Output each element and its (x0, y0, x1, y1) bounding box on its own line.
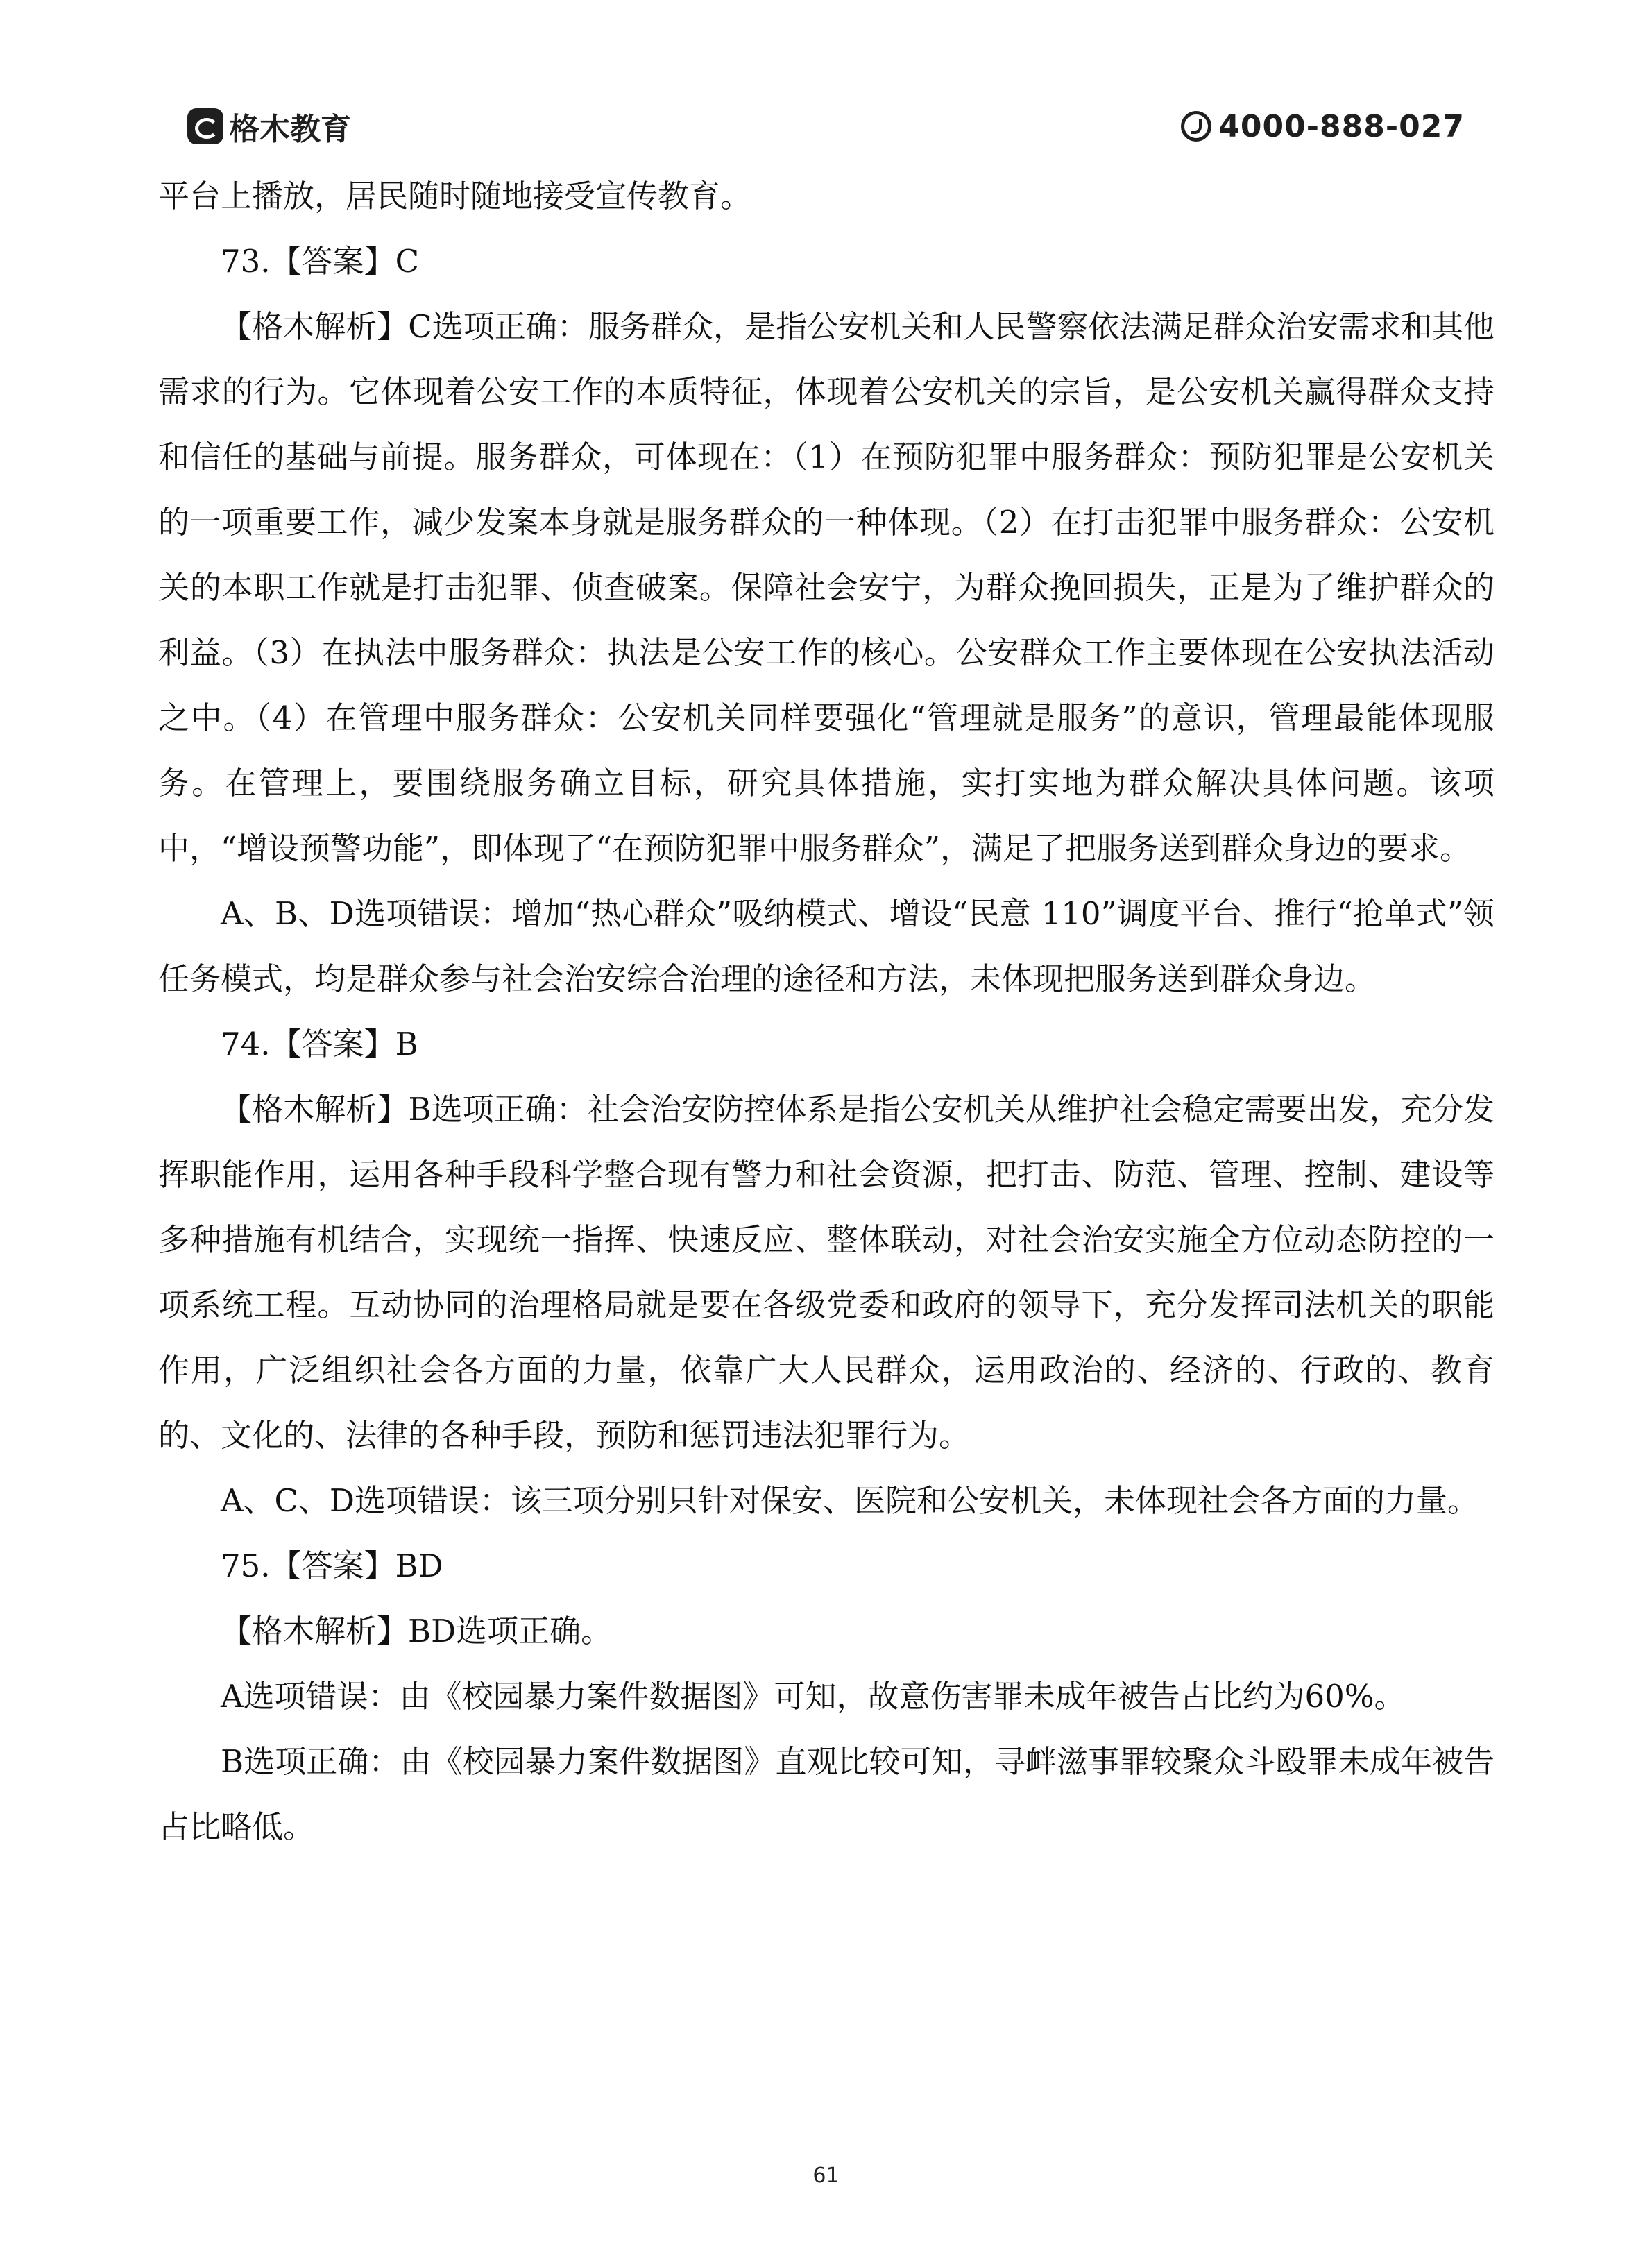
phone-icon (1181, 111, 1211, 142)
answer-75: 75.【答案】BD (221, 1547, 443, 1584)
analysis-75-option-a: A选项错误：由《校园暴力案件数据图》可知，故意伤害罪未成年被告占比约为60%。 (221, 1678, 1406, 1715)
answer-73: 73.【答案】C (221, 243, 419, 280)
brand-logo (187, 104, 351, 148)
document-body (158, 164, 1495, 1860)
answer-74: 74.【答案】B (221, 1026, 418, 1062)
analysis-73: 【格木解析】C选项正确：服务群众，是指公安机关和人民警察依法满足群众治安需求和其他需求的行为。它体现着公安工作的本质特征，体现着公安机关的宗旨，是公安机关赢得群众支持和信任的基础与前提。服务群众，可体现在：（1）在预防犯罪中服务群众：预防犯罪是公安机关的一项重要工作，减少发案本身就是服务群众的一种体现。（2）在打击犯罪中服务群众：公安机关的本职工作就是打击犯罪、侦查破案。保障社会安宁，为群众挽回损失，正是为了维护群众的利益。（3）在执法中服务群众：执法是公安工作的核心。公安群众工作主要体现在公安执法活动之中。（4）在管理中服务群众：公安机关同样要强化“管理就是服务”的意识，管理最能体现服务。在管理上，要围绕服务确立目标，研究具体措施，实打实地为群众解决具体问题。该项中，“增设预警功能”，即体现了“在预防犯罪中服务群众”，满足了把服务送到群众身边的要求。 (158, 308, 1495, 867)
brand-name: 格木教育 (229, 112, 351, 147)
analysis-74: 【格木解析】B选项正确：社会治安防控体系是指公安机关从维护社会稳定需要出发，充分发挥职能作用，运用各种手段科学整合现有警力和社会资源，把打击、防范、管理、控制、建设等多种措施有机结合，实现统一指挥、快速反应、整体联动，对社会治安实施全方位动态防控的一项系统工程。互动协同的治理格局就是要在各级党委和政府的领导下，充分发挥司法机关的职能作用，广泛组织社会各方面的力量，依靠广大人民群众，运用政治的、经济的、行政的、教育的、文化的、法律的各种手段，预防和惩罚违法犯罪行为。 (158, 1091, 1495, 1454)
page-number: 61 (812, 2164, 840, 2188)
hotline (1181, 104, 1465, 148)
analysis-75-option-b: B选项正确：由《校园暴力案件数据图》直观比较可知，寻衅滋事罪较聚众斗殴罪未成年被告占比略低。 (158, 1743, 1495, 1845)
analysis-74-wrong-options: A、C、D选项错误：该三项分别只针对保安、医院和公安机关，未体现社会各方面的力量。 (221, 1482, 1479, 1519)
analysis-73-wrong-options: A、B、D选项错误：增加“热心群众”吸纳模式、增设“民意 110”调度平台、推行“抢单式”领任务模式，均是群众参与社会治安综合治理的途径和方法，未体现把服务送到群众身边。 (158, 895, 1495, 997)
hotline-number: 4000-888-027 (1218, 108, 1465, 144)
page-header (187, 104, 1465, 148)
paragraph-continuation: 平台上播放，居民随时随地接受宣传教育。 (158, 178, 752, 214)
brand-logo-icon (187, 108, 223, 144)
analysis-75: 【格木解析】BD选项正确。 (221, 1613, 613, 1649)
